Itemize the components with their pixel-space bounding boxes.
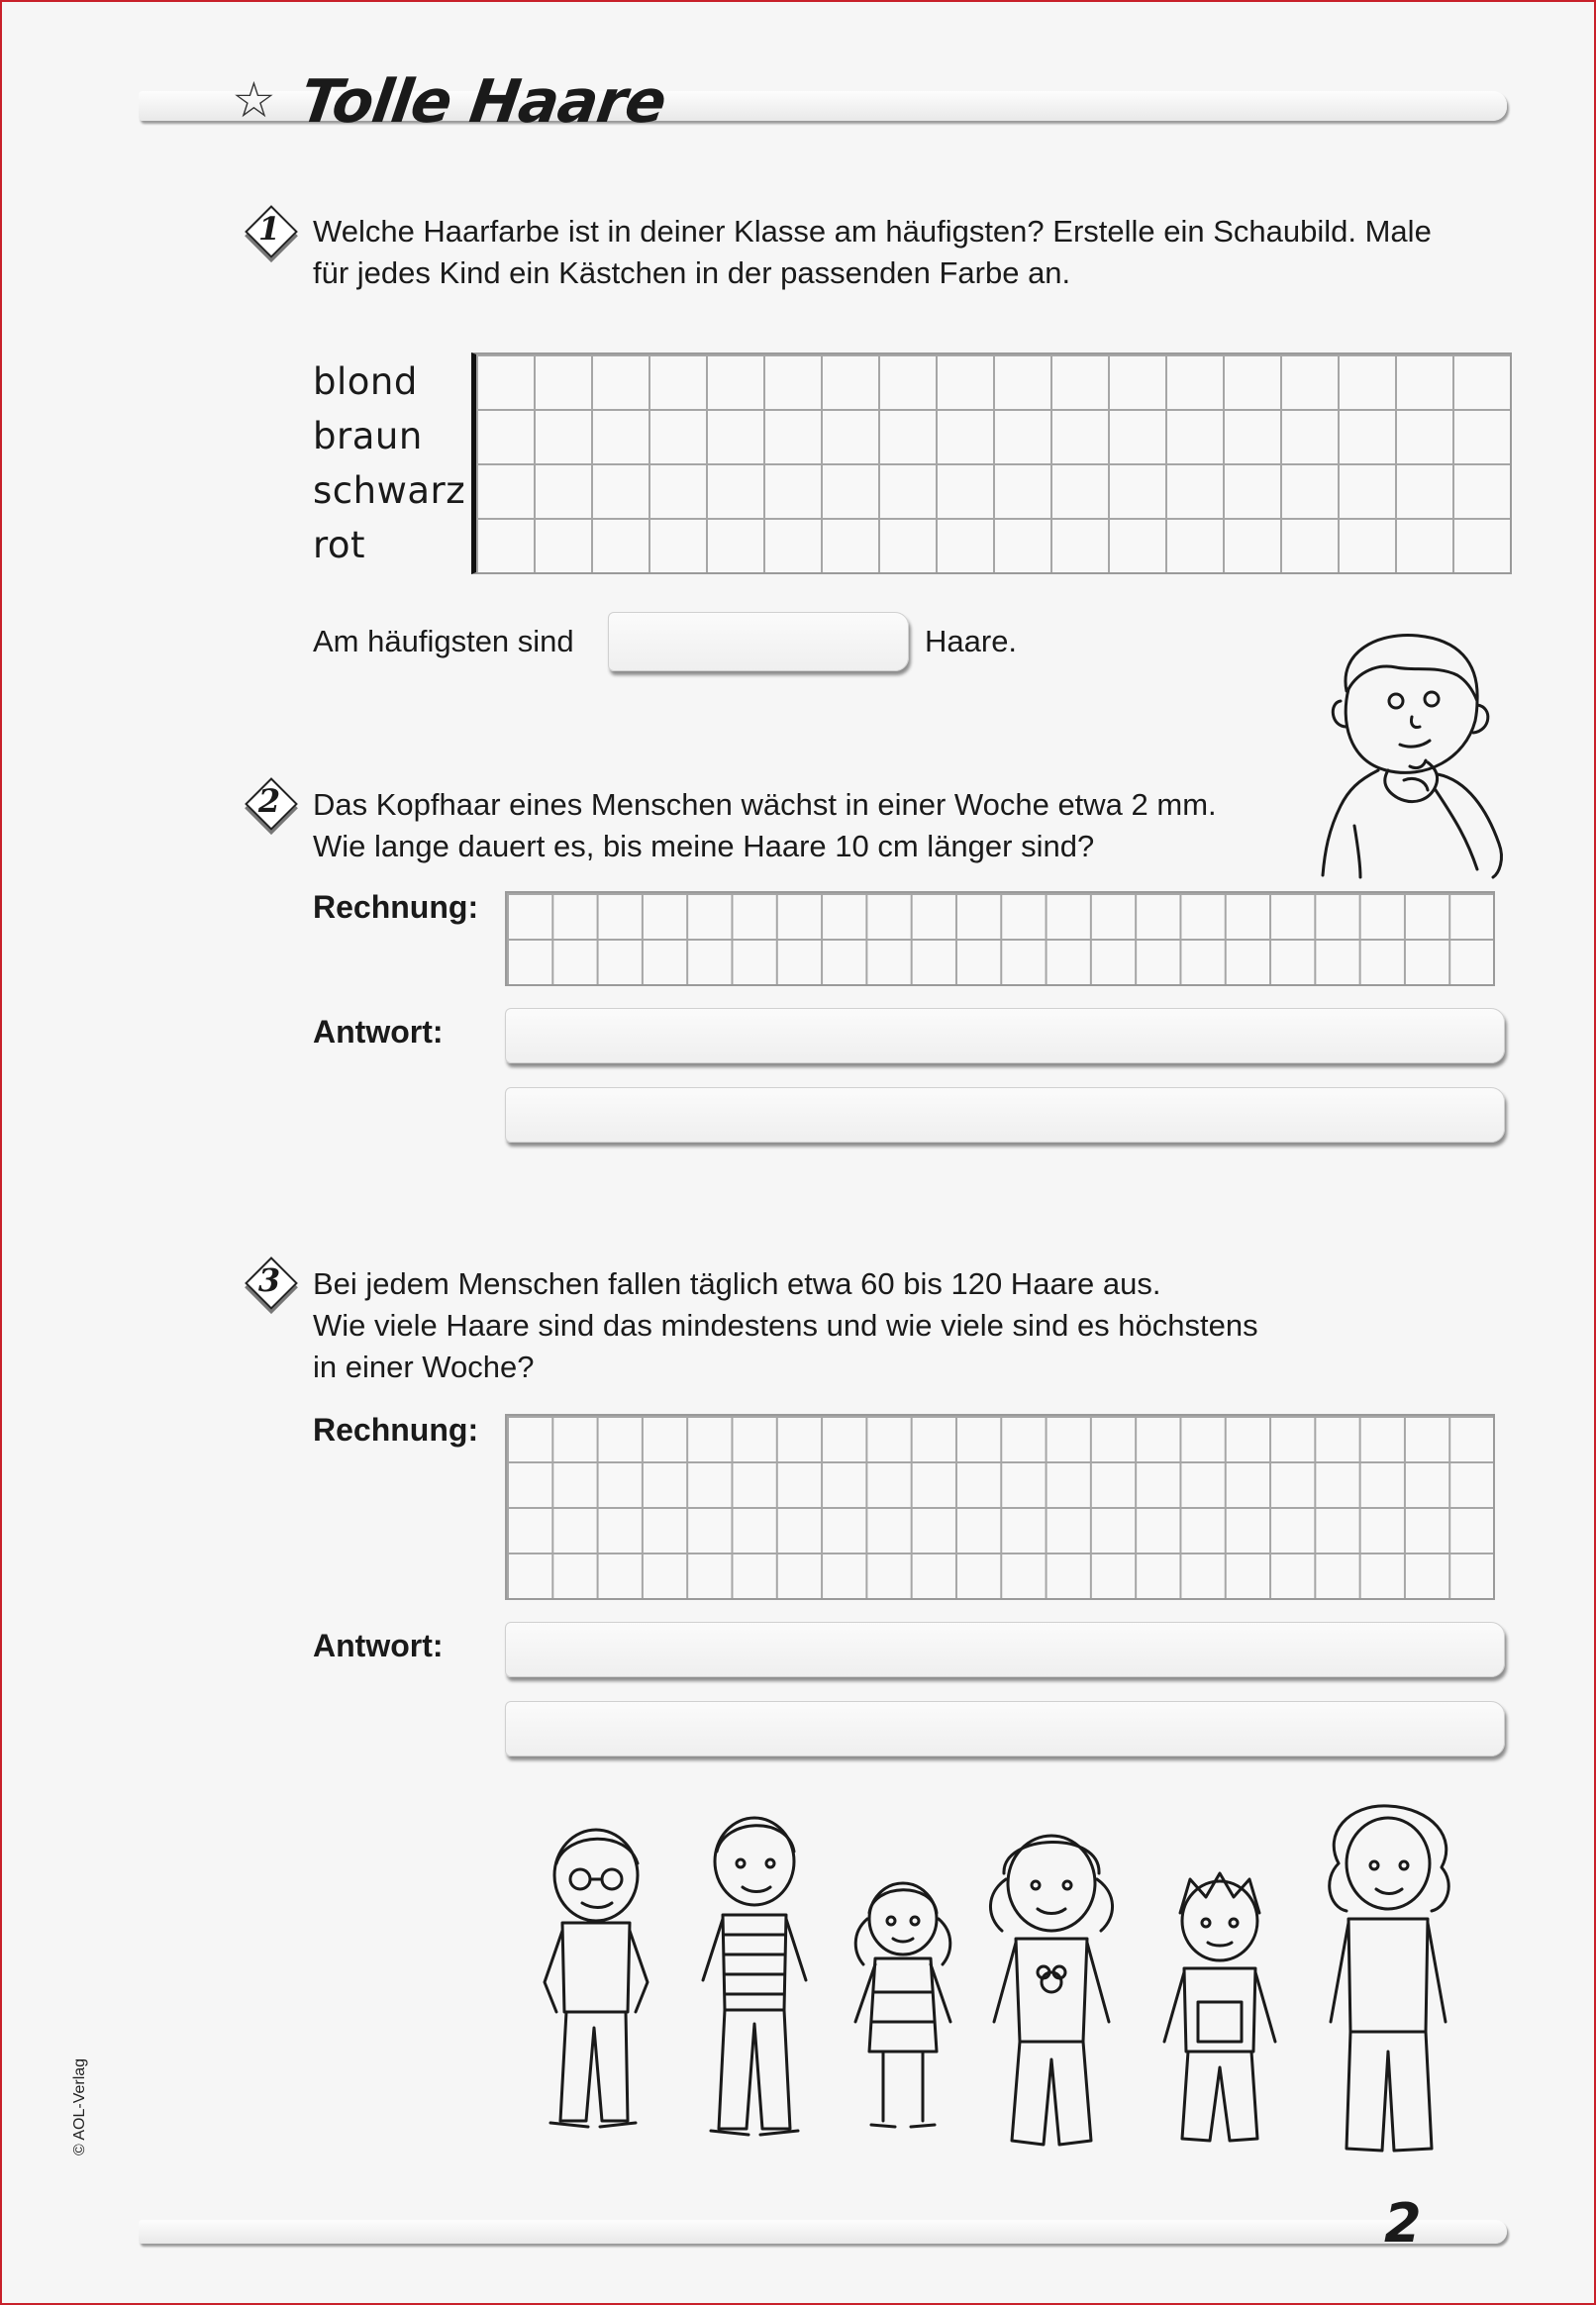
girl-curly-hair-figure bbox=[1330, 1806, 1448, 2151]
task-3-calc-grid[interactable] bbox=[505, 1414, 1495, 1600]
task-2-badge bbox=[246, 778, 293, 826]
star-outline-icon: ☆ bbox=[232, 71, 276, 129]
chart-row-label-schwarz: schwarz bbox=[313, 469, 466, 512]
child-with-glasses-figure bbox=[545, 1830, 648, 2127]
task-1-badge bbox=[246, 206, 293, 253]
chart-row-label-blond: blond bbox=[313, 360, 418, 403]
task-3-answer-label: Antwort: bbox=[313, 1628, 444, 1663]
children-group-illustration bbox=[517, 1824, 1477, 2160]
task-3-text-line3: in einer Woche? bbox=[313, 1350, 535, 1384]
task-1-text-line1: Welche Haarfarbe ist in deiner Klasse am häufigsten? Erstelle ein Schaubild. Male bbox=[313, 214, 1432, 249]
sentence-suffix: Haare. bbox=[925, 624, 1018, 658]
task-1-text-line2: für jedes Kind ein Kästchen in der passenden Farbe an. bbox=[313, 255, 1071, 290]
task-1-number: 1 bbox=[257, 210, 281, 248]
girl-flower-shirt-figure bbox=[990, 1836, 1112, 2145]
task-2-text-line2: Wie lange dauert es, bis meine Haare 10 cm länger sind? bbox=[313, 829, 1095, 863]
chart-row-label-rot: rot bbox=[313, 524, 366, 566]
task-2-calc-label: Rechnung: bbox=[313, 889, 479, 925]
task-2-text-line1: Das Kopfhaar eines Menschen wächst in einer Woche etwa 2 mm. bbox=[313, 787, 1217, 822]
girl-with-pigtails-figure bbox=[855, 1883, 950, 2127]
sentence-prefix: Am häufigsten sind bbox=[313, 624, 574, 658]
task-2-number: 2 bbox=[257, 782, 281, 820]
boy-with-hoodie-figure bbox=[1164, 1873, 1275, 2141]
most-common-color-field[interactable] bbox=[608, 612, 909, 671]
footer-band bbox=[139, 2220, 1507, 2244]
page-title: Tolle Haare bbox=[296, 67, 670, 137]
page-number: 2 bbox=[1384, 2192, 1422, 2255]
task-2-answer-label: Antwort: bbox=[313, 1014, 444, 1050]
child-striped-shirt-figure bbox=[703, 1818, 806, 2135]
task-3-text-line2: Wie viele Haare sind das mindestens und wie viele sind es höchstens bbox=[313, 1308, 1258, 1343]
task-3-answer-line-2[interactable] bbox=[505, 1701, 1505, 1756]
hair-color-chart-grid[interactable] bbox=[471, 352, 1512, 574]
thinking-boy-illustration bbox=[1319, 632, 1507, 879]
chart-row-label-braun: braun bbox=[313, 415, 423, 457]
copyright-notice: © AOL-Verlag bbox=[71, 2057, 88, 2155]
task-3-text-line1: Bei jedem Menschen fallen täglich etwa 60 bis 120 Haare aus. bbox=[313, 1266, 1161, 1301]
task-3-number: 3 bbox=[257, 1261, 281, 1299]
task-3-badge bbox=[246, 1257, 293, 1305]
task-2-answer-line-2[interactable] bbox=[505, 1087, 1505, 1143]
task-3-answer-line-1[interactable] bbox=[505, 1622, 1505, 1677]
task-3-calc-label: Rechnung: bbox=[313, 1412, 479, 1448]
task-2-calc-grid[interactable] bbox=[505, 891, 1495, 986]
task-2-answer-line-1[interactable] bbox=[505, 1008, 1505, 1063]
